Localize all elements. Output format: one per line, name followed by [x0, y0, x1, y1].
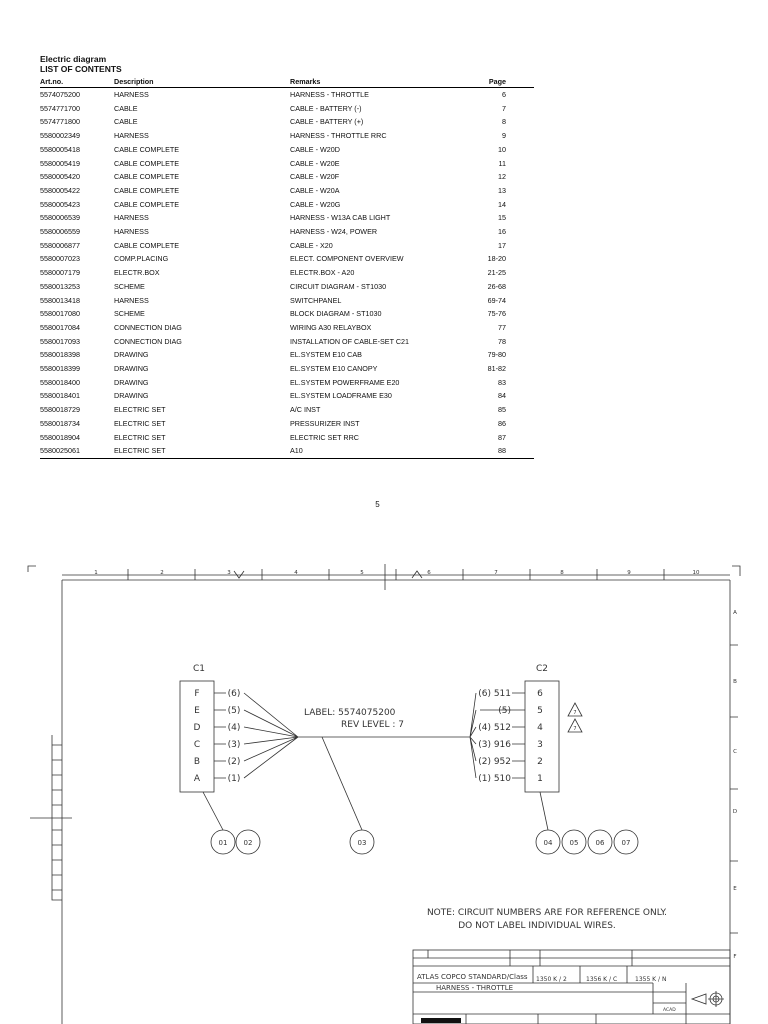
page-cell: 16 — [498, 227, 506, 237]
title-block-acad: ACAD — [663, 1008, 676, 1013]
description-cell: HARNESS — [114, 295, 149, 305]
table-row — [40, 266, 534, 280]
table-row — [40, 444, 534, 458]
table-row — [40, 198, 534, 212]
contents-table — [40, 76, 534, 459]
c1-wire-number: (2) — [227, 757, 241, 767]
art-no-cell: 5580007179 — [40, 268, 80, 278]
art-no-cell: 5580005423 — [40, 199, 80, 209]
connector-c2-label: C2 — [535, 664, 549, 674]
crop-mark-left — [28, 566, 36, 572]
art-no-cell: 5580002349 — [40, 131, 80, 141]
table-row — [40, 335, 534, 349]
column-number: 1 — [94, 570, 98, 576]
c1-pin-label: C — [193, 740, 201, 750]
c1-wire-number: (3) — [227, 740, 241, 750]
description-cell: CABLE COMPLETE — [114, 144, 180, 154]
column-number: 10 — [692, 570, 700, 576]
remarks-cell: A/C INST — [290, 405, 321, 415]
art-no-cell: 5580025061 — [40, 444, 114, 458]
description-cell: ELECTRIC SET — [114, 432, 166, 442]
balloon-number: 04 — [543, 839, 553, 847]
leader-c1 — [203, 792, 223, 830]
page-cell: 78 — [498, 336, 506, 346]
art-no-cell: 5580017084 — [40, 322, 80, 332]
balloon-number: 03 — [357, 839, 367, 847]
description-cell: DRAWING — [114, 350, 149, 360]
art-no-cell: 5580018734 — [40, 418, 80, 428]
remarks-cell: A10 — [290, 444, 484, 458]
page-cell: 69-74 — [487, 295, 506, 305]
table-of-contents — [40, 54, 534, 459]
row-letter: A — [733, 610, 737, 616]
remarks-cell: CIRCUIT DIAGRAM - ST1030 — [290, 281, 387, 291]
remarks-cell: PRESSURIZER INST — [290, 418, 360, 428]
remarks-cell: CABLE - W20G — [290, 199, 341, 209]
remarks-cell: EL.SYSTEM E10 CANOPY — [290, 364, 378, 374]
scale-bar — [421, 1018, 461, 1023]
harness-label-line1: LABEL: 5574075200 — [304, 708, 396, 718]
remarks-cell: HARNESS - W13A CAB LIGHT — [290, 213, 391, 223]
c1-wire-number: (1) — [227, 774, 241, 784]
title-block-std1: 1350 K / 2 — [536, 976, 567, 983]
c1-pin-label: E — [194, 706, 200, 716]
description-cell: CABLE COMPLETE — [114, 158, 180, 168]
doc-title: Electric diagram — [40, 54, 107, 64]
title-block-name: HARNESS - THROTTLE — [436, 984, 514, 992]
description-cell: ELECTRIC SET — [114, 418, 166, 428]
column-number: 6 — [427, 570, 431, 576]
table-row — [40, 157, 534, 171]
description-cell: ELECTRIC SET — [114, 444, 290, 458]
remarks-cell: HARNESS - W24, POWER — [290, 227, 378, 237]
art-no-cell: 5580006539 — [40, 213, 80, 223]
art-no-cell: 5574771700 — [40, 103, 80, 113]
page-cell: 85 — [498, 405, 506, 415]
table-row — [40, 348, 534, 362]
description-cell: DRAWING — [114, 377, 149, 387]
table-row — [40, 362, 534, 376]
wiring-drawing — [0, 560, 768, 1024]
pointer-down-icon — [234, 571, 244, 578]
page-cell: 26-68 — [487, 281, 506, 291]
page-cell: 83 — [498, 377, 506, 387]
art-no-cell: 5574075200 — [40, 90, 80, 99]
c2-pin-label: 3 — [537, 740, 543, 750]
leader-trunk — [322, 737, 362, 830]
table-row — [40, 389, 534, 403]
description-cell: CABLE COMPLETE — [114, 199, 180, 209]
art-no-cell: 5580018398 — [40, 350, 80, 360]
column-number: 2 — [160, 570, 164, 576]
description-cell: DRAWING — [114, 364, 149, 374]
remarks-cell: CABLE - X20 — [290, 240, 333, 250]
c1-pin-label: A — [193, 774, 201, 784]
description-cell: DRAWING — [114, 391, 149, 401]
art-no-cell: 5580017080 — [40, 309, 80, 319]
c2-wire-number: (1) 510 — [478, 774, 511, 784]
balloon-number: 05 — [569, 839, 579, 847]
table-row — [40, 143, 534, 157]
c2-wire-number: (3) 916 — [478, 740, 511, 750]
art-no-cell: 5580005418 — [40, 144, 80, 154]
description-cell: CABLE — [114, 117, 138, 127]
c2-pin-label: 4 — [537, 723, 543, 733]
description-cell: CONNECTION DIAG — [114, 336, 182, 346]
description-cell: CONNECTION DIAG — [114, 322, 182, 332]
row-letter: E — [733, 886, 737, 892]
art-no-cell: 5580013253 — [40, 281, 80, 291]
table-row — [40, 184, 534, 198]
table-row — [40, 225, 534, 239]
art-no-cell: 5580006559 — [40, 227, 80, 237]
art-no-cell: 5580018400 — [40, 377, 80, 387]
c2-pin-label: 5 — [537, 706, 543, 716]
note-line1: NOTE: CIRCUIT NUMBERS ARE FOR REFERENCE ONLY. — [426, 908, 668, 918]
remarks-cell: WIRING A30 RELAYBOX — [290, 322, 372, 332]
remarks-cell: EL.SYSTEM POWERFRAME E20 — [290, 377, 400, 387]
page-cell: 15 — [498, 213, 506, 223]
c1-wire-number: (5) — [227, 706, 241, 716]
remarks-cell: ELECTR.BOX - A20 — [290, 268, 355, 278]
remarks-cell: EL.SYSTEM LOADFRAME E30 — [290, 391, 392, 401]
page-cell: 18-20 — [487, 254, 506, 264]
remarks-cell: BLOCK DIAGRAM - ST1030 — [290, 309, 382, 319]
table-row — [40, 102, 534, 116]
description-cell: SCHEME — [114, 281, 145, 291]
page-cell: 81-82 — [487, 364, 506, 374]
table-row — [40, 431, 534, 445]
description-cell: CABLE COMPLETE — [114, 240, 180, 250]
page-cell: 79-80 — [487, 350, 506, 360]
column-number: 5 — [360, 570, 364, 576]
column-number: 8 — [560, 570, 564, 576]
c1-wire-number: (4) — [227, 723, 241, 733]
art-no-cell: 5580018401 — [40, 391, 80, 401]
table-row — [40, 417, 534, 431]
c2-pin-label: 6 — [537, 689, 543, 699]
table-row — [40, 88, 534, 102]
c2-wire-number: (5) — [498, 706, 511, 716]
row-letter: B — [733, 679, 737, 685]
table-row — [40, 115, 534, 129]
remarks-cell: EL.SYSTEM E10 CAB — [290, 350, 362, 360]
col-header-page: Page — [484, 76, 534, 88]
pointer-up-icon — [412, 571, 422, 578]
page-cell: 86 — [498, 418, 506, 428]
description-cell: HARNESS — [114, 213, 149, 223]
table-row — [40, 239, 534, 253]
page-number: 5 — [375, 500, 380, 509]
art-no-cell: 5580018399 — [40, 364, 80, 374]
description-cell: HARNESS — [114, 131, 149, 141]
page-cell: 7 — [502, 103, 506, 113]
column-number: 3 — [227, 570, 231, 576]
remarks-cell: CABLE - W20D — [290, 144, 340, 154]
table-row — [40, 129, 534, 143]
remarks-cell: ELECTRIC SET RRC — [290, 432, 359, 442]
remarks-cell: SWITCHPANEL — [290, 295, 342, 305]
description-cell: CABLE COMPLETE — [114, 172, 180, 182]
title-block-company: ATLAS COPCO STANDARD/Class — [417, 973, 528, 981]
page-cell: 14 — [498, 199, 506, 209]
art-no-cell: 5574771800 — [40, 117, 80, 127]
page-cell: 87 — [498, 432, 506, 442]
page-cell: 88 — [484, 444, 534, 458]
remarks-cell: ELECT. COMPONENT OVERVIEW — [290, 254, 404, 264]
page-cell: 84 — [498, 391, 506, 401]
page-cell: 10 — [498, 144, 506, 154]
table-row — [40, 252, 534, 266]
remarks-cell: HARNESS - THROTTLE — [290, 90, 369, 99]
table-row — [40, 307, 534, 321]
art-no-cell: 5580018904 — [40, 432, 80, 442]
remarks-cell: CABLE - BATTERY (-) — [290, 103, 362, 113]
c2-wire-number: (6) 511 — [478, 689, 511, 699]
row-letter: D — [732, 809, 738, 815]
art-no-cell: 5580013418 — [40, 295, 80, 305]
warning-triangle-text: 7 — [573, 726, 577, 732]
art-no-cell: 5580017093 — [40, 336, 80, 346]
title-block-std2: 1356 K / C — [586, 976, 618, 983]
art-no-cell: 5580005420 — [40, 172, 80, 182]
remarks-cell: CABLE - W20A — [290, 185, 340, 195]
harness-label-line2: REV LEVEL : 7 — [341, 720, 404, 730]
column-number: 9 — [627, 570, 631, 576]
c2-wire-number: (2) 952 — [478, 757, 511, 767]
warning-triangle-text: 7 — [573, 710, 577, 716]
page-cell: 13 — [498, 185, 506, 195]
art-no-cell: 5580018729 — [40, 405, 80, 415]
leader-c2 — [540, 792, 548, 830]
table-row — [40, 321, 534, 335]
col-header-remarks: Remarks — [290, 76, 484, 88]
col-header-description: Description — [114, 76, 290, 88]
page-cell: 11 — [498, 158, 506, 168]
c2-pin-label: 2 — [537, 757, 543, 767]
table-header-row — [40, 76, 534, 88]
balloon-number: 01 — [218, 839, 228, 847]
projection-symbol-icon — [692, 994, 706, 1004]
table-row — [40, 294, 534, 308]
table-row — [40, 376, 534, 390]
description-cell: ELECTRIC SET — [114, 405, 166, 415]
page-cell: 6 — [502, 90, 506, 99]
c1-pin-label: B — [193, 757, 201, 767]
column-number: 7 — [494, 570, 498, 576]
description-cell: CABLE — [114, 103, 138, 113]
table-row — [40, 170, 534, 184]
page-cell: 77 — [498, 322, 506, 332]
c1-pin-label: D — [193, 723, 201, 733]
table-row — [40, 211, 534, 225]
balloon-number: 02 — [243, 839, 253, 847]
page-cell: 8 — [502, 117, 506, 127]
c2-pin-label: 1 — [537, 774, 543, 784]
remarks-cell: INSTALLATION OF CABLE-SET C21 — [290, 336, 410, 346]
remarks-cell: CABLE - BATTERY (+) — [290, 117, 364, 127]
description-cell: COMP.PLACING — [114, 254, 169, 264]
remarks-cell: CABLE - W20E — [290, 158, 340, 168]
table-row — [40, 280, 534, 294]
description-cell: SCHEME — [114, 309, 145, 319]
table-row — [40, 403, 534, 417]
art-no-cell: 5580005419 — [40, 158, 80, 168]
c2-wire-number: (4) 512 — [478, 723, 511, 733]
doc-subtitle: LIST OF CONTENTS — [40, 64, 122, 74]
row-letter: F — [733, 954, 737, 960]
art-no-cell: 5580005422 — [40, 185, 80, 195]
row-letter: C — [733, 749, 737, 755]
col-header-art-no: Art.no. — [40, 76, 114, 88]
page-cell: 12 — [498, 172, 506, 182]
note-line2: DO NOT LABEL INDIVIDUAL WIRES. — [458, 921, 616, 931]
description-cell: CABLE COMPLETE — [114, 185, 180, 195]
title-block-std3: 1355 K / N — [635, 976, 667, 983]
c1-wire-number: (6) — [227, 689, 241, 699]
page-cell: 17 — [498, 240, 506, 250]
connector-c1-label: C1 — [192, 664, 206, 674]
remarks-cell: CABLE - W20F — [290, 172, 340, 182]
balloon-number: 07 — [621, 839, 631, 847]
balloon-number: 06 — [595, 839, 605, 847]
column-number: 4 — [294, 570, 298, 576]
crop-mark-right — [732, 566, 740, 576]
page-cell: 21-25 — [487, 268, 506, 278]
art-no-cell: 5580007023 — [40, 254, 80, 264]
description-cell: HARNESS — [114, 227, 149, 237]
remarks-cell: HARNESS - THROTTLE RRC — [290, 131, 387, 141]
art-no-cell: 5580006877 — [40, 240, 80, 250]
page-cell: 75-76 — [487, 309, 506, 319]
description-cell: ELECTR.BOX — [114, 268, 160, 278]
description-cell: HARNESS — [114, 90, 149, 99]
c1-pin-label: F — [194, 689, 200, 699]
page-cell: 9 — [502, 131, 506, 141]
